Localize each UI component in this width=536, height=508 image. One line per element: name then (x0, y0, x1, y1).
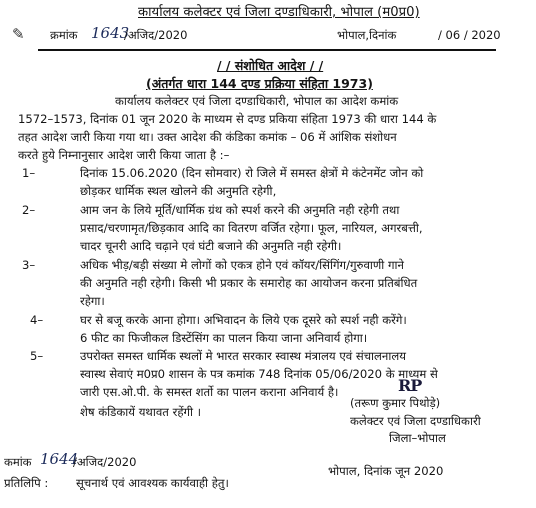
signature-initials: RP (398, 376, 422, 395)
ref-number-handwritten: 1643 (91, 24, 130, 42)
ref-suffix: /अजिद/2020 (124, 28, 188, 42)
order-title: / / संशोधित आदेश / / (217, 58, 324, 73)
point-line: आम जन के लिये मूर्ति/धार्मिक ग्रंथ को स्पर्श करने की अनुमति नही रहेगी तथा (80, 203, 400, 217)
point-line: चादर चूनरी आदि चढ़ाने एवं घंटी बजाने की अनुमति नही रहेगी। (80, 239, 342, 253)
date-value: / 06 / 2020 (438, 28, 501, 42)
point-number: 3– (22, 258, 36, 272)
office-title: कार्यालय कलेक्टर एवं जिला दण्डाधिकारी, भोपाल (म0प्र0) (138, 5, 420, 20)
signature-date: भोपाल, दिनांक जून 2020 (328, 464, 444, 478)
intro-line: करते हुये निम्नानुसार आदेश जारी किया जाता है :– (18, 148, 230, 162)
point-line: उपरोक्त समस्त धार्मिक स्थलों मे भारत सरकार स्वास्थ मंत्रालय एवं संचालनालय (80, 349, 406, 363)
point-number: 1– (22, 166, 36, 180)
place-date-label: भोपाल,दिनांक (337, 28, 397, 42)
footer-ref-prefix: कमांक (4, 455, 32, 469)
point-line: घर से बजू करके आना होगा। अभिवादन के लिये एक दूसरे को स्पर्श नही करेंगे। (80, 313, 407, 327)
pen-mark-icon: ✎ (12, 25, 25, 43)
point-line: रहेगा। (80, 294, 105, 308)
signatory-designation: कलेक्टर एवं जिला दण्डाधिकारी (350, 414, 481, 428)
point-line: प्रसाद/चरणामृत/छिड़काव आदि का वितरण वर्जित रहेगा। फूल, नारियल, अगरबत्ती, (80, 221, 423, 235)
copy-label: प्रतिलिपि : (4, 476, 49, 490)
order-subtitle: (अंतर्गत धारा 144 दण्ड प्रक्रिया संहिता 1973) (146, 76, 373, 91)
point-line: स्वास्थ सेवाएं म0प्र0 शासन के पत्र कमांक 748 दिनांक 05/06/2020 के माध्यम से (80, 367, 438, 381)
point-line: दिनांक 15.06.2020 (दिन सोमवार) रो जिले में समस्त क्षेत्रों मे कंटेनमेंट जोन को (80, 166, 424, 180)
footer-ref-number-handwritten: 1644 (40, 450, 79, 468)
point-number: 5– (30, 349, 44, 363)
intro-line: तहत आदेश जारी किया गया था। उक्त आदेश की कंडिका कमांक – 06 में आंशिक संशोधन (18, 130, 397, 144)
point-line: 6 फीट का फिजीकल डिस्टेंसिंग का पालन किया जाना अनिवार्य होगा। (80, 331, 368, 345)
signatory-place: जिला–भोपाल (389, 431, 446, 445)
point-line: छोड़कर धार्मिक स्थल खोलने की अनुमति रहेगी, (80, 184, 277, 198)
intro-line: 1572–1573, दिनांक 01 जून 2020 के माध्यम से दण्ड प्रकिया संहिता 1973 की धारा 144 के (18, 112, 437, 126)
point-line: जारी एस.ओ.पी. के समस्त शर्तो का पालन कराना अनिवार्य है। (80, 385, 339, 399)
header-divider (38, 49, 496, 51)
closing-line: शेष कंडिकायें यथावत रहेंगी । (80, 405, 202, 419)
ref-prefix: क्रमांक (50, 28, 78, 42)
point-line: अधिक भीड़/बड़ी संख्या मे लोगों को एकत्र होने एवं कॉयर/सिंगिंग/गुरुवाणी गाने (80, 258, 404, 272)
copy-text: सूचनार्थ एवं आवश्यक कार्यवाही हेतु। (76, 476, 229, 490)
point-number: 2– (22, 203, 36, 217)
point-line: की अनुमति नही रहेगी। किसी भी प्रकार के समारोह का आयोजन करना प्रतिबंधित (80, 276, 418, 290)
signatory-name: (तरूण कुमार पिथोड़े) (350, 396, 441, 410)
footer-ref-suffix: /अजिद/2020 (73, 455, 137, 469)
intro-line: कार्यालय कलेक्टर एवं जिला दण्डाधिकारी, भोपाल का आदेश कमांक (115, 94, 399, 108)
point-number: 4– (30, 313, 44, 327)
